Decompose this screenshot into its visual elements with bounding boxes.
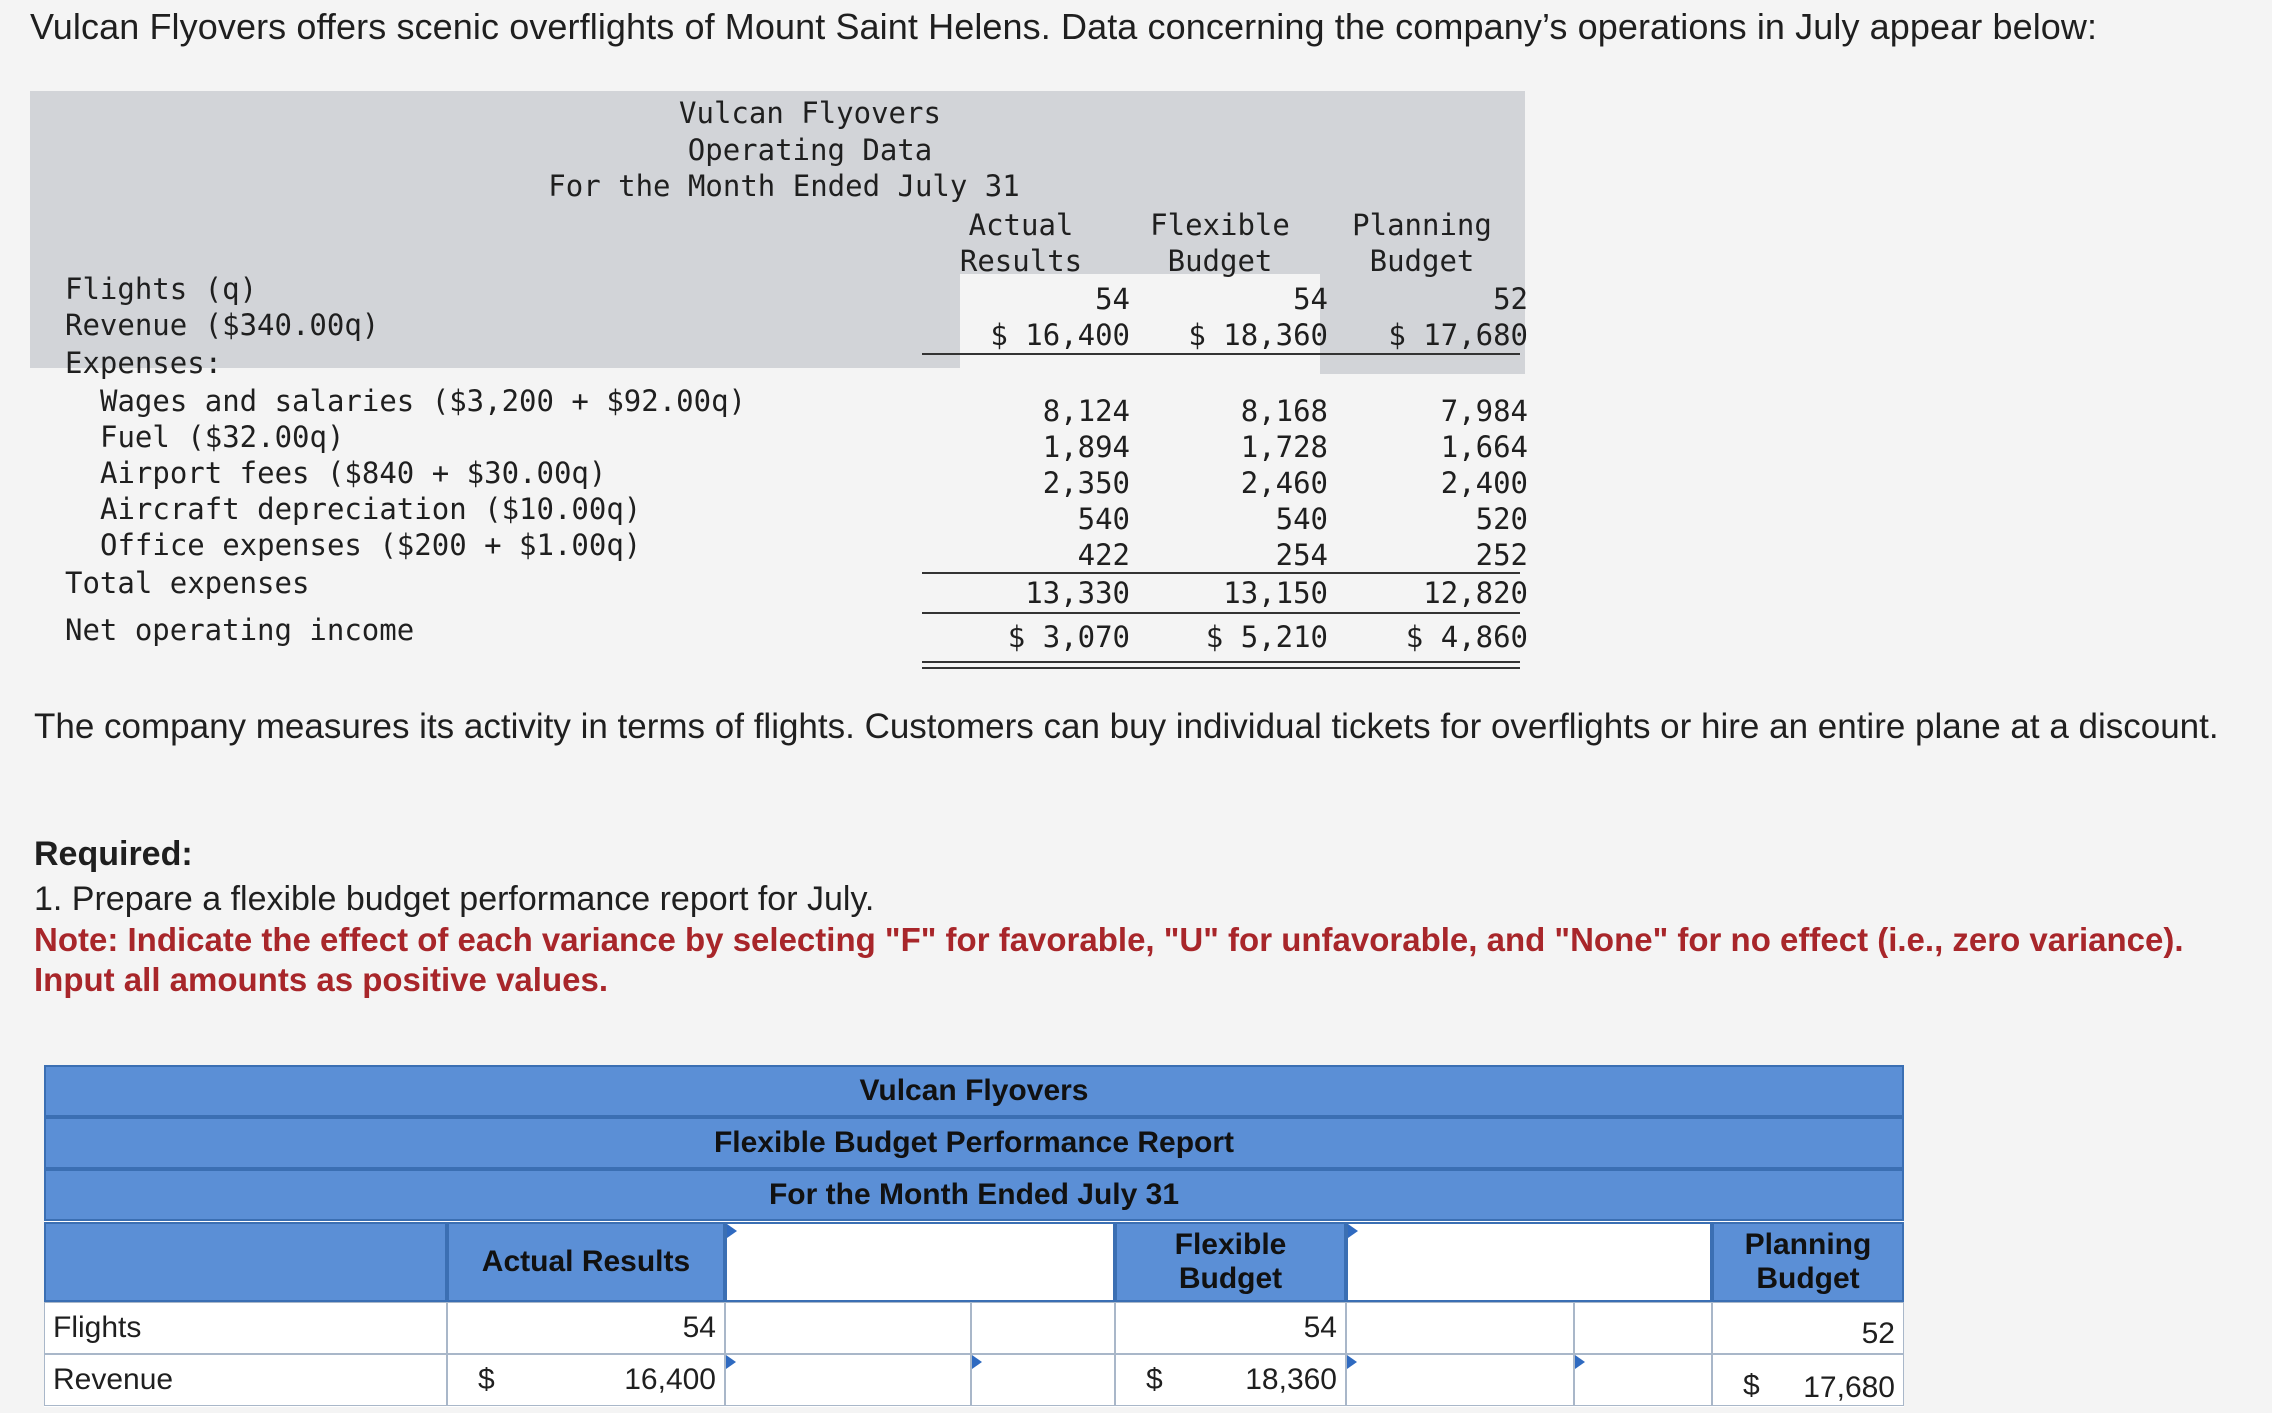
net-double-underline-1 — [922, 661, 1520, 663]
revenue-underline — [922, 353, 1520, 355]
office-flexible: 254 — [1275, 538, 1328, 572]
depreciation-actual: 540 — [1077, 502, 1130, 536]
row-depreciation-label: Aircraft depreciation ($10.00q) — [100, 492, 642, 526]
revenue-actual-cell — [447, 1354, 725, 1406]
intro-text: Vulcan Flyovers offers scenic overflights of Mount Saint Helens. Data concerning the company’s operations in July appear below: — [30, 6, 2098, 47]
required-item-1: 1. Prepare a flexible budget performance report for July. — [34, 880, 875, 918]
flights-flexible-cell: 54 — [1115, 1302, 1346, 1354]
revenue-actual: $ 16,400 — [990, 318, 1130, 352]
table-row-flights — [44, 1302, 1904, 1354]
required-heading: Required: — [34, 835, 193, 873]
row-airport-label: Airport fees ($840 + $30.00q) — [100, 456, 607, 490]
performance-report-table — [44, 1065, 1904, 1407]
currency-symbol: $ — [1743, 1369, 1760, 1402]
revenue-planning-variance-input[interactable] — [1346, 1354, 1574, 1406]
col-actual-line1: Actual — [968, 208, 1074, 242]
office-actual: 422 — [1077, 538, 1130, 572]
flights-activity-variance-input[interactable] — [725, 1302, 971, 1354]
revenue-actual-value: 16,400 — [624, 1363, 716, 1396]
statement-company: Vulcan Flyovers — [679, 96, 941, 130]
report-subtitle: Flexible Budget Performance Report — [44, 1117, 1904, 1169]
currency-symbol: $ — [1146, 1363, 1163, 1396]
revenue-flexible-value: 18,360 — [1245, 1363, 1337, 1396]
revenue-activity-variance-effect[interactable] — [971, 1354, 1115, 1406]
header-variance-input-2[interactable] — [1346, 1222, 1712, 1302]
col-flexible-line1: Flexible — [1150, 208, 1290, 242]
header-planning-budget: Planning Budget — [1712, 1222, 1904, 1302]
row-flights-label: Flights (q) — [65, 272, 258, 306]
total-planning: 12,820 — [1423, 576, 1528, 610]
revenue-flexible-cell — [1115, 1354, 1346, 1406]
net-actual: $ 3,070 — [1007, 620, 1130, 654]
header-blank-label — [44, 1222, 447, 1302]
report-period: For the Month Ended July 31 — [44, 1169, 1904, 1221]
net-double-underline-2 — [922, 667, 1520, 669]
dropdown-indicator-icon — [1348, 1224, 1358, 1238]
row-label-flights: Flights — [44, 1302, 447, 1354]
total-flexible: 13,150 — [1223, 576, 1328, 610]
header-flexible-budget: Flexible Budget — [1115, 1222, 1346, 1302]
wages-planning: 7,984 — [1440, 394, 1528, 428]
flights-actual: 54 — [1095, 282, 1130, 316]
flights-planning-cell: 52 — [1712, 1302, 1904, 1354]
operating-data-statement — [30, 91, 1530, 691]
airport-planning: 2,400 — [1440, 466, 1528, 500]
total-underline — [922, 612, 1520, 614]
flights-flexible: 54 — [1293, 282, 1328, 316]
row-total-label: Total expenses — [65, 566, 310, 600]
report-title: Vulcan Flyovers — [44, 1065, 1904, 1117]
header-actual-results: Actual Results — [447, 1222, 725, 1302]
fuel-actual: 1,894 — [1042, 430, 1130, 464]
row-office-label: Office expenses ($200 + $1.00q) — [100, 528, 642, 562]
col-actual-line2: Results — [959, 244, 1083, 278]
flights-planning-variance-input[interactable] — [1346, 1302, 1574, 1354]
col-flexible-line2: Budget — [1167, 244, 1273, 278]
wages-actual: 8,124 — [1042, 394, 1130, 428]
activity-paragraph: The company measures its activity in terms of flights. Customers can buy individual tickets for overflights or hire an entire plane at a discount. — [34, 707, 2219, 746]
statement-period: For the Month Ended July 31 — [548, 169, 1020, 203]
col-planning-line1: Planning — [1352, 208, 1492, 242]
revenue-activity-variance-input[interactable] — [725, 1354, 971, 1406]
office-planning: 252 — [1475, 538, 1528, 572]
row-wages-label: Wages and salaries ($3,200 + $92.00q) — [100, 384, 747, 418]
fuel-planning: 1,664 — [1440, 430, 1528, 464]
airport-actual: 2,350 — [1042, 466, 1130, 500]
dropdown-indicator-icon — [1575, 1355, 1585, 1369]
table-row-revenue — [44, 1354, 1904, 1406]
revenue-planning: $ 17,680 — [1388, 318, 1528, 352]
expenses-header: Expenses: — [65, 346, 223, 380]
col-planning-line2: Budget — [1369, 244, 1475, 278]
net-planning: $ 4,860 — [1405, 620, 1528, 654]
revenue-flexible: $ 18,360 — [1188, 318, 1328, 352]
dropdown-indicator-icon — [972, 1355, 982, 1369]
revenue-planning-value: 17,680 — [1803, 1371, 1895, 1404]
net-flexible: $ 5,210 — [1205, 620, 1328, 654]
header-variance-input-1[interactable] — [725, 1222, 1115, 1302]
total-actual: 13,330 — [1025, 576, 1130, 610]
airport-flexible: 2,460 — [1240, 466, 1328, 500]
statement-title: Operating Data — [687, 133, 933, 167]
row-label-revenue: Revenue — [44, 1354, 447, 1406]
depreciation-flexible: 540 — [1275, 502, 1328, 536]
dropdown-indicator-icon — [1347, 1355, 1357, 1369]
row-fuel-label: Fuel ($32.00q) — [100, 420, 345, 454]
wages-flexible: 8,168 — [1240, 394, 1328, 428]
dropdown-indicator-icon — [727, 1224, 737, 1238]
flights-planning-variance-effect[interactable] — [1574, 1302, 1712, 1354]
row-revenue-label: Revenue ($340.00q) — [65, 308, 380, 342]
expenses-underline — [922, 572, 1520, 574]
row-net-label: Net operating income — [65, 613, 415, 647]
dropdown-indicator-icon — [726, 1355, 736, 1369]
revenue-planning-variance-effect[interactable] — [1574, 1354, 1712, 1406]
flights-planning: 52 — [1493, 282, 1528, 316]
depreciation-planning: 520 — [1475, 502, 1528, 536]
revenue-planning-cell — [1712, 1354, 1904, 1406]
instruction-note: Note: Indicate the effect of each variance by selecting "F" for favorable, "U" for unfavorable, and "None" for no effect (i.e., zero variance). Input all amounts as positive values. — [34, 921, 2184, 998]
currency-symbol: $ — [478, 1363, 495, 1396]
flights-actual-cell: 54 — [447, 1302, 725, 1354]
fuel-flexible: 1,728 — [1240, 430, 1328, 464]
flights-activity-variance-effect[interactable] — [971, 1302, 1115, 1354]
